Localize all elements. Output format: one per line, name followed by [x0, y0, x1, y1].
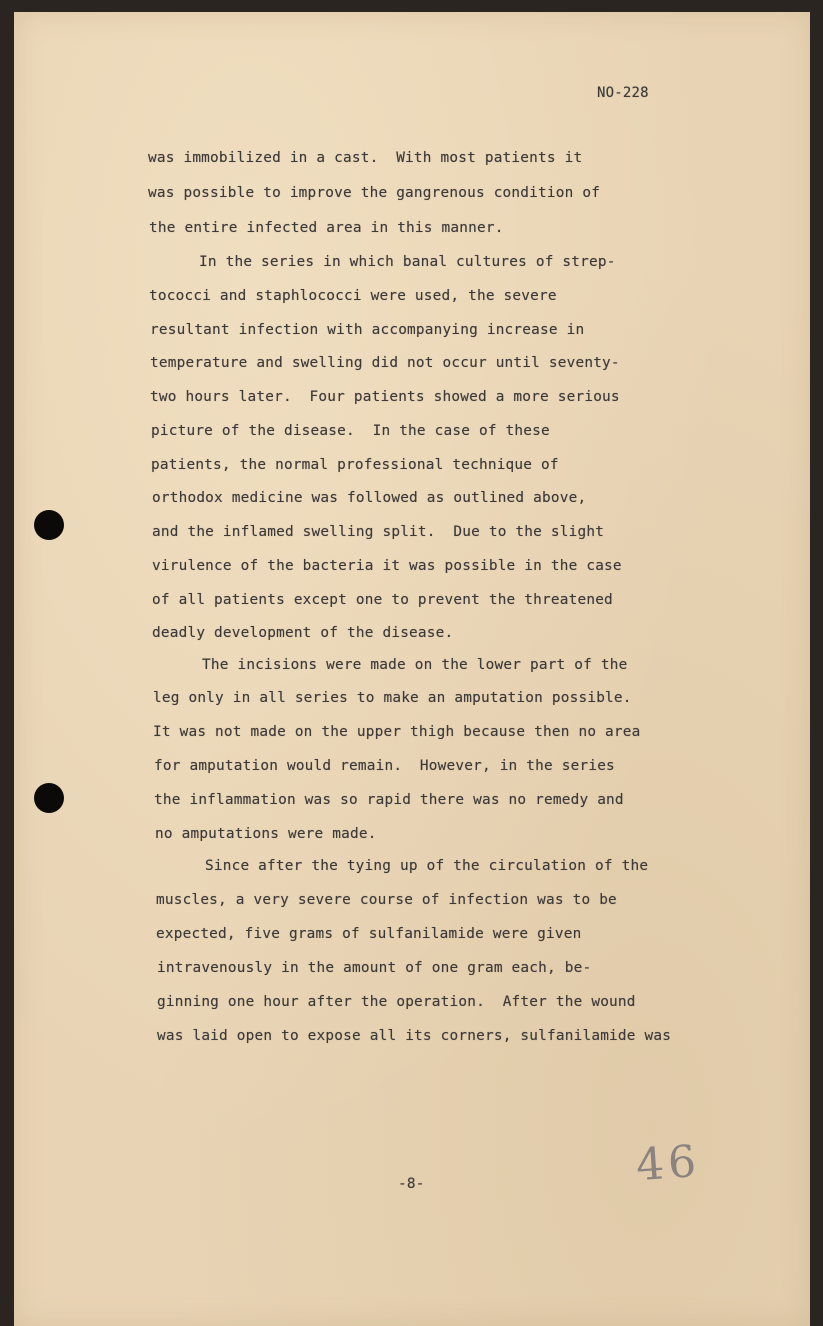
- punch-hole-bottom: [34, 783, 64, 813]
- text-line: It was not made on the upper thigh because then no area: [153, 724, 641, 740]
- page-number: -8-: [398, 1176, 425, 1192]
- handwritten-page-number: 46: [634, 1135, 702, 1192]
- text-line: deadly development of the disease.: [152, 625, 454, 641]
- text-line: the inflammation was so rapid there was no remedy and: [154, 792, 624, 808]
- text-line: temperature and swelling did not occur until seventy-: [150, 355, 620, 371]
- document-number: NO-228: [597, 85, 649, 101]
- text-line: expected, five grams of sulfanilamide were given: [156, 926, 582, 942]
- text-line: patients, the normal professional technique of: [151, 457, 559, 473]
- text-line: picture of the disease. In the case of these: [151, 423, 550, 439]
- text-line: was laid open to expose all its corners, sulfanilamide was: [157, 1028, 672, 1044]
- text-line: no amputations were made.: [155, 826, 377, 842]
- text-line: muscles, a very severe course of infection was to be: [156, 892, 617, 908]
- text-line: The incisions were made on the lower part of the: [202, 657, 628, 673]
- punch-hole-top: [34, 510, 64, 540]
- text-line: was immobilized in a cast. With most patients it: [148, 150, 583, 166]
- text-line: and the inflamed swelling split. Due to the slight: [152, 524, 605, 540]
- text-line: intravenously in the amount of one gram each, be-: [157, 960, 592, 976]
- text-line: of all patients except one to prevent the threatened: [152, 592, 613, 608]
- text-line: resultant infection with accompanying increase in: [150, 322, 585, 338]
- text-line: for amputation would remain. However, in the series: [154, 758, 615, 774]
- text-line: leg only in all series to make an amputation possible.: [153, 690, 632, 706]
- text-line: was possible to improve the gangrenous condition of: [148, 185, 601, 201]
- text-line: virulence of the bacteria it was possible in the case: [152, 558, 622, 574]
- text-line: orthodox medicine was followed as outlined above,: [152, 490, 587, 506]
- text-line: two hours later. Four patients showed a more serious: [150, 389, 620, 405]
- text-line: tococci and staphlococci were used, the severe: [149, 288, 557, 304]
- text-line: In the series in which banal cultures of strep-: [199, 254, 616, 270]
- text-line: the entire infected area in this manner.: [149, 220, 504, 236]
- text-line: ginning one hour after the operation. After the wound: [157, 994, 636, 1010]
- text-line: Since after the tying up of the circulation of the: [205, 858, 649, 874]
